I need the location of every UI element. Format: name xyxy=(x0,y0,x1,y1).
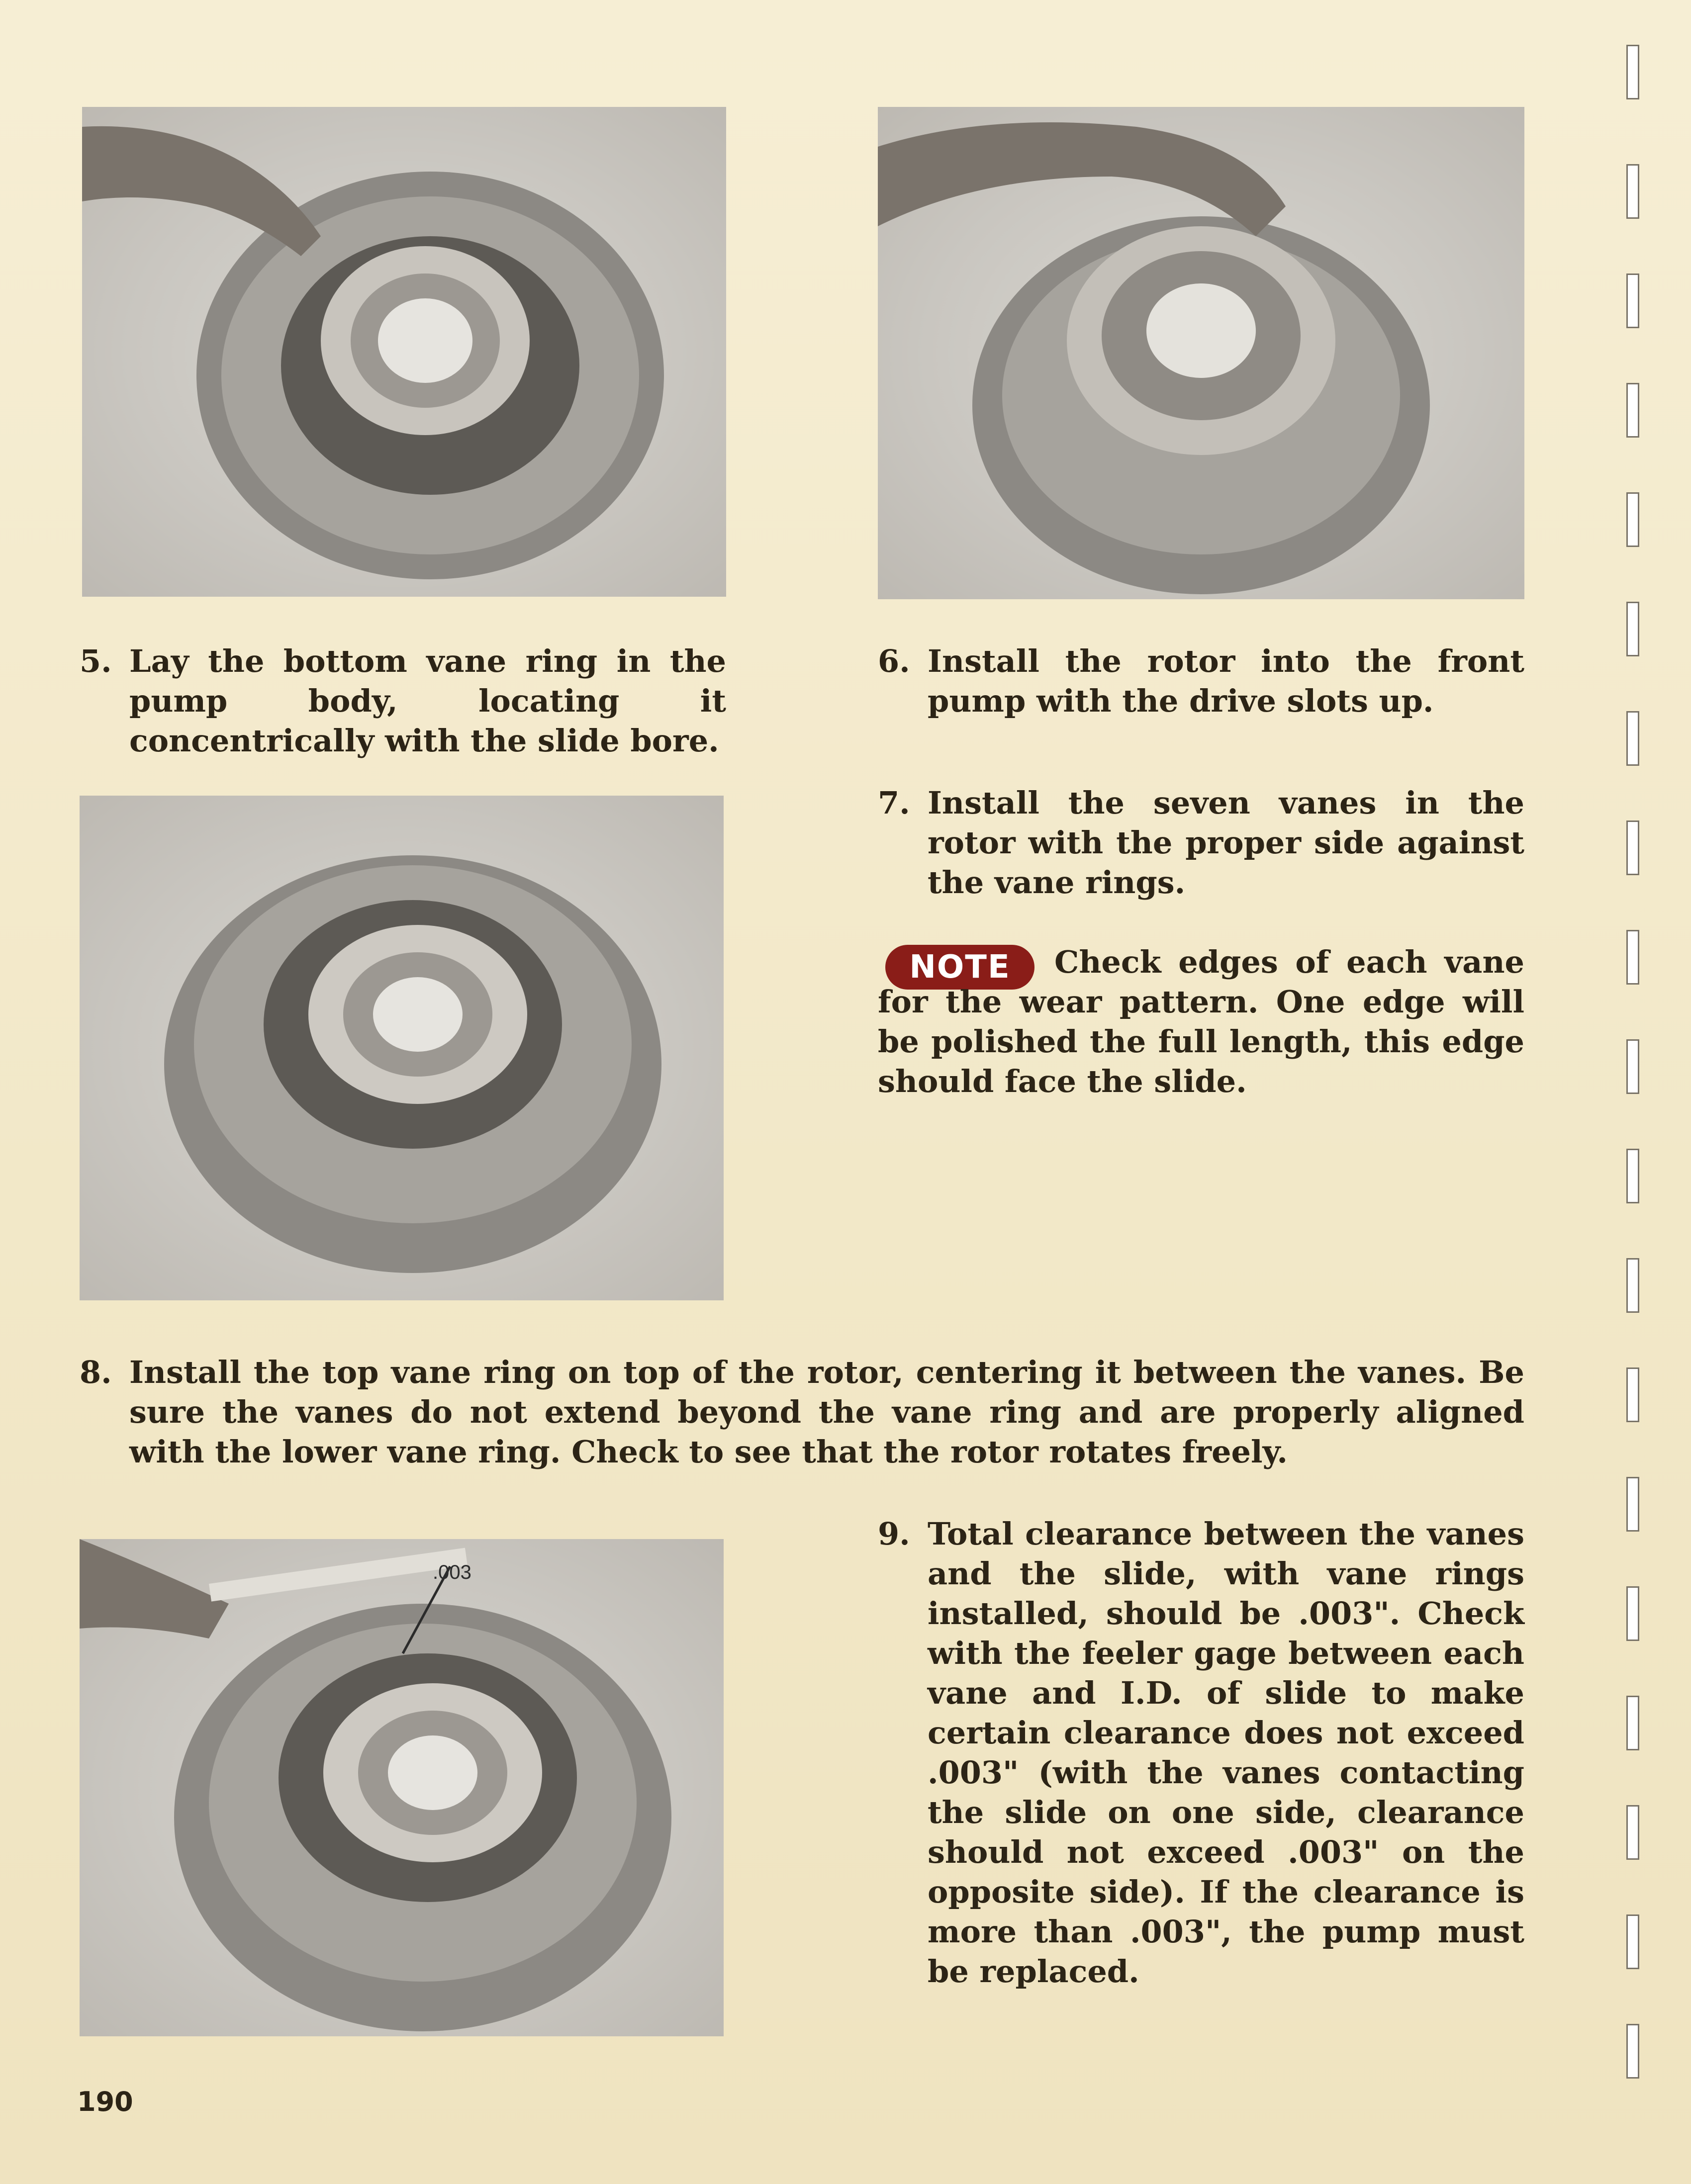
binder-hole xyxy=(1626,1477,1639,1532)
page-number: 190 xyxy=(77,2086,133,2117)
feeler-gage-illustration xyxy=(80,1539,724,2036)
binder-hole xyxy=(1626,273,1639,328)
binder-hole xyxy=(1626,45,1639,99)
note-badge: NOTE xyxy=(885,945,1034,990)
step-8: 8. Install the top vane ring on top of the rotor, centering it between the vanes. Be sure the vanes do not extend beyond the vane ring and are properly aligned with the lower vane ring. Check to see that the rotor rotates freely. xyxy=(80,1354,1524,1470)
binder-hole xyxy=(1626,1914,1639,1969)
binder-hole xyxy=(1626,1258,1639,1313)
photo-callout-label: .003 xyxy=(433,1561,471,1583)
photo-feeler-gage-check xyxy=(80,1539,724,2036)
binder-hole xyxy=(1626,930,1639,985)
binder-hole xyxy=(1626,164,1639,219)
step-9: 9. Total clearance between the vanes and the slide, with vane rings installed, should be .003". Check with the feeler gage between each vane and I.D. of slide to make certain clearance does not exceed .003" (with the vanes contacting the slide on one side, clearance should not exceed .003" on the opposite side). If the clearance is more than .003", the pump must be replaced. xyxy=(878,1516,1524,1990)
pump-body-illustration xyxy=(82,107,726,597)
binder-hole xyxy=(1626,2024,1639,2079)
note-text: Check edges of each vane for the wear pattern. One edge will be polished the full length, this edge should face the slide. xyxy=(878,944,1524,1099)
step-6: 6. Install the rotor into the front pump with the drive slots up. xyxy=(878,643,1524,719)
binder-hole xyxy=(1626,711,1639,766)
binder-hole xyxy=(1626,820,1639,875)
binder-hole xyxy=(1626,1149,1639,1203)
binder-hole xyxy=(1626,1039,1639,1094)
binder-hole xyxy=(1626,602,1639,656)
pump-assembly-illustration xyxy=(80,796,724,1300)
photo-vane-ring-in-body xyxy=(80,796,724,1300)
step-5: 5. Lay the bottom vane ring in the pump body, locating it concentrically with the slide bore. xyxy=(80,643,726,759)
step-7: 7. Install the seven vanes in the rotor with the proper side against the vane rings. xyxy=(878,785,1524,901)
photo-rotor-install xyxy=(878,107,1524,599)
binder-hole xyxy=(1626,1805,1639,1860)
binder-hole xyxy=(1626,383,1639,438)
binder-holes xyxy=(1626,45,1656,2133)
pump-rotor-illustration xyxy=(878,107,1524,599)
binder-hole xyxy=(1626,1367,1639,1422)
binder-hole xyxy=(1626,492,1639,547)
binder-hole xyxy=(1626,1586,1639,1641)
binder-hole xyxy=(1626,1696,1639,1750)
photo-bottom-vane-ring xyxy=(82,107,726,597)
